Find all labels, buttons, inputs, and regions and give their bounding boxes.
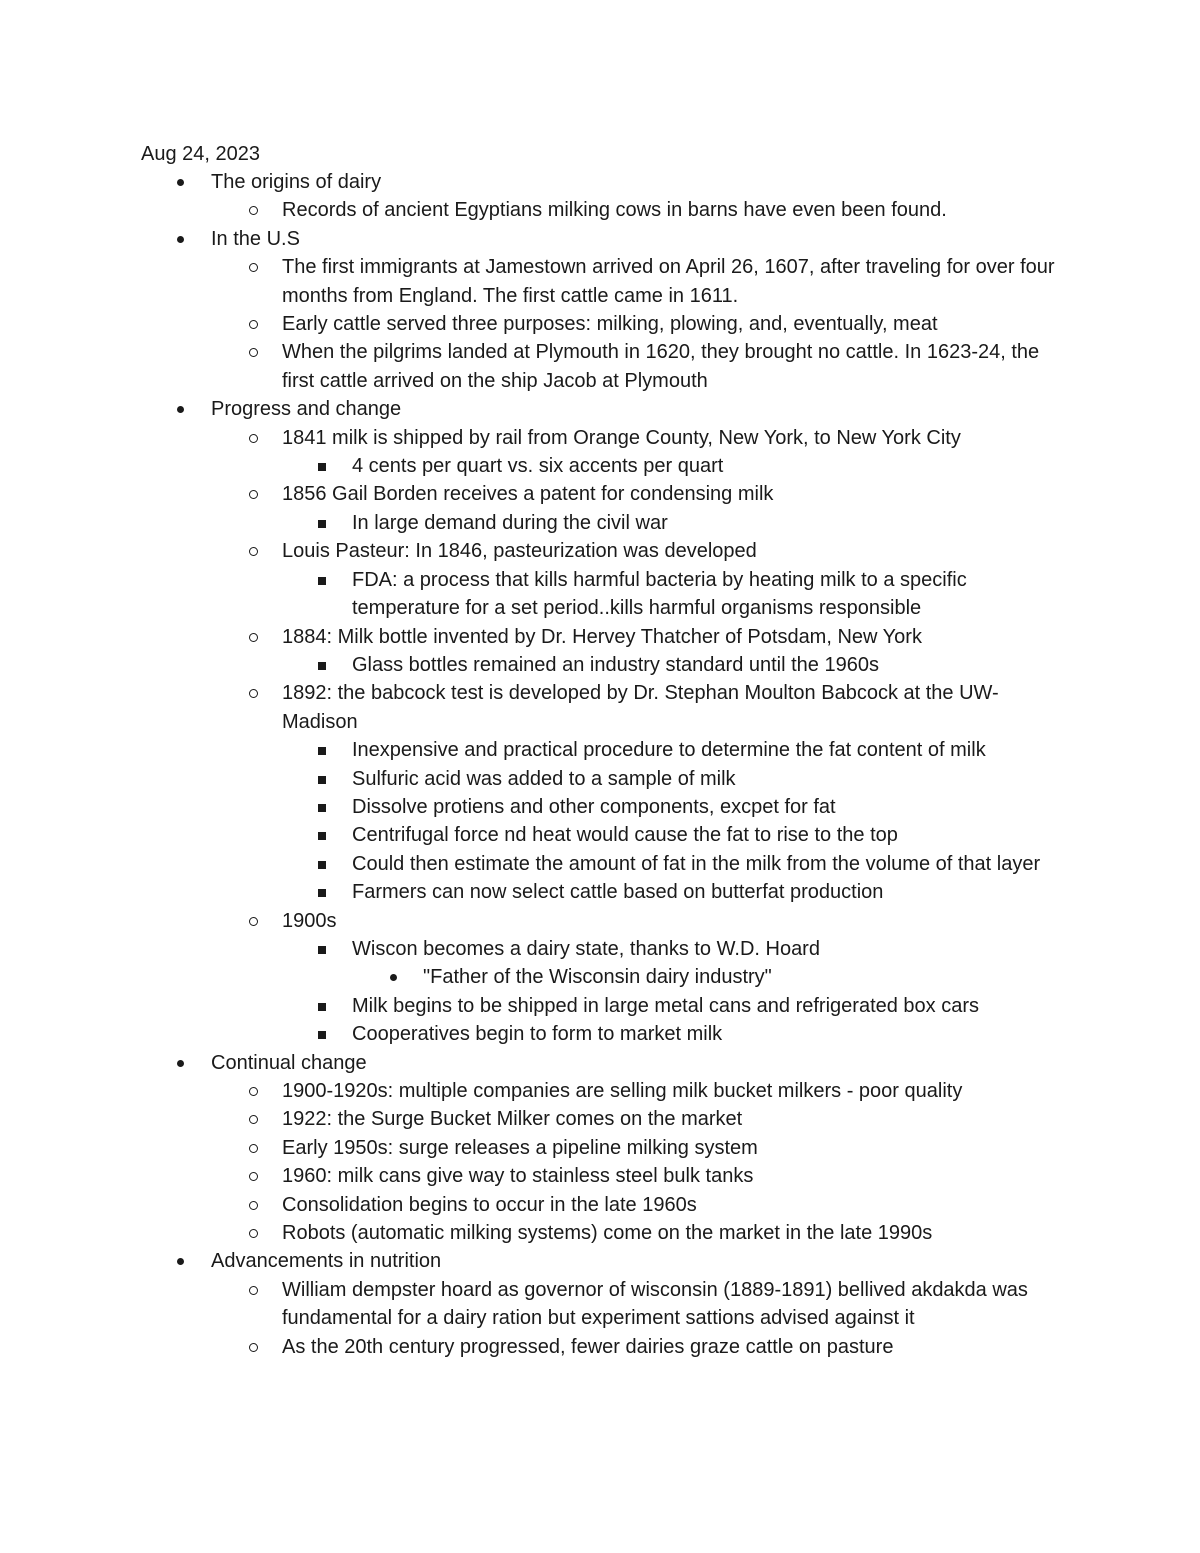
list-item-level-2 <box>0 765 1057 793</box>
bullet-square-icon <box>318 776 326 784</box>
bullet-circle-icon <box>249 490 258 499</box>
list-item-level-2 <box>0 935 1057 963</box>
list-item-text: In large demand during the civil war <box>352 511 668 534</box>
bullet-square-icon <box>318 889 326 897</box>
bullet-circle-icon <box>249 206 258 215</box>
bullet-circle-icon <box>249 1115 258 1124</box>
list-item-text: Robots (automatic milking systems) come on the market in the late 1990s <box>282 1222 933 1245</box>
list-item-level-0 <box>0 1247 1061 1275</box>
list-item-text: Farmers can now select cattle based on butterfat production <box>352 881 884 904</box>
list-item-level-2 <box>0 566 1057 623</box>
bullet-circle-icon <box>249 434 258 443</box>
list-item-level-2 <box>0 509 1057 537</box>
bullet-circle-icon <box>249 1087 258 1096</box>
bullet-square-icon <box>318 1003 326 1011</box>
list-item-text: Centrifugal force nd heat would cause the fat to rise to the top <box>352 824 898 847</box>
list-item-text: The origins of dairy <box>211 171 382 193</box>
list-item-text: 1900s <box>282 909 337 932</box>
list-item-text: Dissolve protiens and other components, excpet for fat <box>352 795 836 818</box>
list-item-level-2 <box>0 651 1057 679</box>
list-item-level-1 <box>0 537 1057 565</box>
list-item-level-0 <box>0 395 1061 423</box>
bullet-circle-icon <box>249 1229 258 1238</box>
list-item-text: Early 1950s: surge releases a pipeline milking system <box>282 1136 758 1159</box>
list-item-level-2 <box>0 821 1057 849</box>
list-item-level-2 <box>0 793 1057 821</box>
list-item-text: Milk begins to be shipped in large metal cans and refrigerated box cars <box>352 994 980 1017</box>
list-item-level-1 <box>0 338 1057 395</box>
list-item-text: 1960: milk cans give way to stainless steel bulk tanks <box>282 1165 754 1188</box>
list-item-text: Sulfuric acid was added to a sample of milk <box>352 767 736 790</box>
note-date: Aug 24, 2023 <box>141 143 260 165</box>
list-item-text: Records of ancient Egyptians milking cows in barns have even been found. <box>282 199 947 222</box>
list-item-text: In the U.S <box>211 227 300 250</box>
list-item-text: Could then estimate the amount of fat in the milk from the volume of that layer <box>352 852 1041 875</box>
list-item-level-3 <box>0 963 1057 991</box>
list-item-text: Louis Pasteur: In 1846, pasteurization was developed <box>282 540 757 563</box>
list-item-level-2 <box>0 1020 1057 1048</box>
list-item-text: 4 cents per quart vs. six accents per quart <box>352 455 724 478</box>
bullet-dot-icon <box>177 236 184 243</box>
list-item-level-1 <box>0 1191 1057 1219</box>
list-item-text: Cooperatives begin to form to market milk <box>352 1023 723 1046</box>
list-item-text: As the 20th century progressed, fewer dairies graze cattle on pasture <box>282 1335 894 1358</box>
list-item-text: Continual change <box>211 1051 367 1074</box>
list-item-level-0 <box>0 1049 1061 1077</box>
list-item-text: The first immigrants at Jamestown arrived on April 26, 1607, after traveling for over four months from England. The first cattle came in 1611. <box>282 256 1055 307</box>
list-item-level-1 <box>0 623 1057 651</box>
list-item-level-0 <box>0 225 1061 253</box>
list-item-text: 1841 milk is shipped by rail from Orange County, New York, to New York City <box>282 426 961 449</box>
bullet-square-icon <box>318 946 326 954</box>
list-item-level-1 <box>0 1333 1057 1361</box>
list-item-level-1 <box>0 424 1057 452</box>
notes-list <box>0 168 1200 1361</box>
bullet-circle-icon <box>249 1286 258 1295</box>
list-item-level-2 <box>0 736 1057 764</box>
list-item-level-2 <box>0 452 1057 480</box>
list-item-text: 1884: Milk bottle invented by Dr. Hervey Thatcher of Potsdam, New York <box>282 625 922 648</box>
list-item-level-1 <box>0 1219 1057 1247</box>
bullet-circle-icon <box>249 320 258 329</box>
list-item-level-2 <box>0 850 1057 878</box>
bullet-circle-icon <box>249 917 258 926</box>
list-item-level-1 <box>0 679 1057 736</box>
bullet-square-icon <box>318 861 326 869</box>
list-item-level-1 <box>0 1276 1057 1333</box>
bullet-square-icon <box>318 747 326 755</box>
bullet-circle-icon <box>249 547 258 556</box>
bullet-dot-icon <box>177 1258 184 1265</box>
bullet-circle-icon <box>249 689 258 698</box>
bullet-dot-icon <box>177 406 184 413</box>
bullet-square-icon <box>318 463 326 471</box>
list-item-text: 1856 Gail Borden receives a patent for condensing milk <box>282 483 774 506</box>
bullet-circle-icon <box>249 1201 258 1210</box>
bullet-square-icon <box>318 520 326 528</box>
bullet-circle-icon <box>249 1172 258 1181</box>
list-item-text: Advancements in nutrition <box>211 1250 442 1273</box>
list-item-text: "Father of the Wisconsin dairy industry" <box>423 966 772 989</box>
bullet-circle-icon <box>249 633 258 642</box>
list-item-text: Progress and change <box>211 398 402 421</box>
bullet-circle-icon <box>249 263 258 272</box>
list-item-text: 1892: the babcock test is developed by Dr. Stephan Moulton Babcock at the UW-Madison <box>282 682 999 733</box>
list-item-level-1 <box>0 907 1057 935</box>
list-item-level-1 <box>0 1077 1057 1105</box>
list-item-level-0 <box>0 168 1061 196</box>
list-item-text: Consolidation begins to occur in the late 1960s <box>282 1193 697 1216</box>
bullet-circle-icon <box>249 1144 258 1153</box>
bullet-square-icon <box>318 832 326 840</box>
list-item-text: When the pilgrims landed at Plymouth in 1620, they brought no cattle. In 1623-24, the first cattle arrived on the ship Jacob at Plymouth <box>282 341 1040 392</box>
list-item-level-1 <box>0 1134 1057 1162</box>
bullet-dot-icon <box>390 974 397 981</box>
list-item-text: 1922: the Surge Bucket Milker comes on the market <box>282 1108 743 1131</box>
list-item-level-1 <box>0 480 1057 508</box>
list-item-level-1 <box>0 1105 1057 1133</box>
list-item-level-1 <box>0 196 1057 224</box>
list-item-level-1 <box>0 253 1057 310</box>
list-item-level-1 <box>0 1162 1057 1190</box>
list-item-level-1 <box>0 310 1057 338</box>
bullet-square-icon <box>318 804 326 812</box>
bullet-square-icon <box>318 1031 326 1039</box>
bullet-circle-icon <box>249 348 258 357</box>
list-item-text: Wiscon becomes a dairy state, thanks to W.D. Hoard <box>352 937 820 960</box>
list-item-level-2 <box>0 878 1057 906</box>
list-item-text: 1900-1920s: multiple companies are selling milk bucket milkers - poor quality <box>282 1080 963 1102</box>
bullet-dot-icon <box>177 179 184 186</box>
list-item-text: Glass bottles remained an industry standard until the 1960s <box>352 653 879 676</box>
list-item-level-2 <box>0 992 1057 1020</box>
list-item-text: Early cattle served three purposes: milking, plowing, and, eventually, meat <box>282 313 938 336</box>
bullet-dot-icon <box>177 1060 184 1067</box>
list-item-text: Inexpensive and practical procedure to determine the fat content of milk <box>352 739 986 762</box>
list-item-text: FDA: a process that kills harmful bacteria by heating milk to a specific temperature for a set period..kills harmful organisms responsible <box>352 568 967 620</box>
bullet-square-icon <box>318 662 326 670</box>
bullet-square-icon <box>318 577 326 585</box>
list-item-text: William dempster hoard as governor of wisconsin (1889-1891) bellived akdakda was fundamental for a dairy ration but experiment sattions advised against it <box>282 1278 1028 1330</box>
bullet-circle-icon <box>249 1343 258 1352</box>
